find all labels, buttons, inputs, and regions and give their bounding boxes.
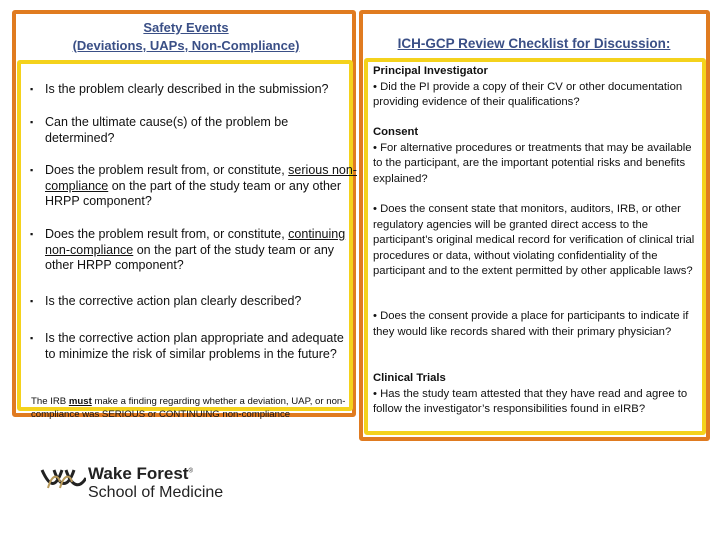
section-clinical-trials: Clinical Trials • Has the study team attested that they have read and agree to follow the investigator’s responsibilities found in eIRB?: [373, 372, 688, 415]
helix-logo-icon: [40, 468, 86, 490]
consent-direct-access-item: • Does the consent state that monitors, auditors, IRB, or other regulatory agencies will be granted direct access to the participant’s original medical record for verification of clinical trial procedures or data, without violating confidentiality of the participant and to the extent permitted by other applicable laws?: [373, 203, 695, 277]
safety-events-title: Safety Events (Deviations, UAPs, Non-Compliance): [72, 20, 300, 53]
question-continuing-noncompliance: ▪ Does the problem result from, or constitute, continuing non-compliance on the part of the study team or any other HRPP component?: [30, 227, 357, 274]
logo-wake-forest: Wake Forest: [88, 464, 189, 483]
question-corrective-plan-adequate: ▪ Is the corrective action plan appropriate and adequate to minimize the risk of similar problems in the future?: [30, 331, 357, 362]
question-serious-noncompliance: ▪ Does the problem result from, or constitute, serious non-compliance on the part of the study team or any other HRPP component?: [30, 163, 357, 210]
consent-records-sharing-item: • Does the consent provide a place for participants to indicate if they would like records shared with their primary physician?: [373, 310, 689, 338]
question-corrective-plan-described: ▪ Is the corrective action plan clearly described?: [30, 294, 357, 310]
irb-finding-note: The IRB must make a finding regarding whether a deviation, UAP, or non-compliance was SERIOUS or CONTINUING non-compliance: [31, 396, 346, 420]
ich-gcp-title: ICH-GCP Review Checklist for Discussion:: [397, 36, 671, 51]
section-principal-investigator: Principal Investigator • Did the PI provide a copy of their CV or other documentation providing evidence of their qualifications?: [373, 65, 683, 108]
logo-school-of-medicine: School of Medicine: [88, 484, 224, 501]
section-consent: Consent • For alternative procedures or treatments that may be available to the participant, are the important potential risks and benefits explained?: [373, 126, 692, 185]
question-ultimate-cause: ▪ Can the ultimate cause(s) of the problem be determined?: [30, 115, 357, 146]
question-clear-description: ▪ Is the problem clearly described in the submission?: [30, 82, 357, 98]
